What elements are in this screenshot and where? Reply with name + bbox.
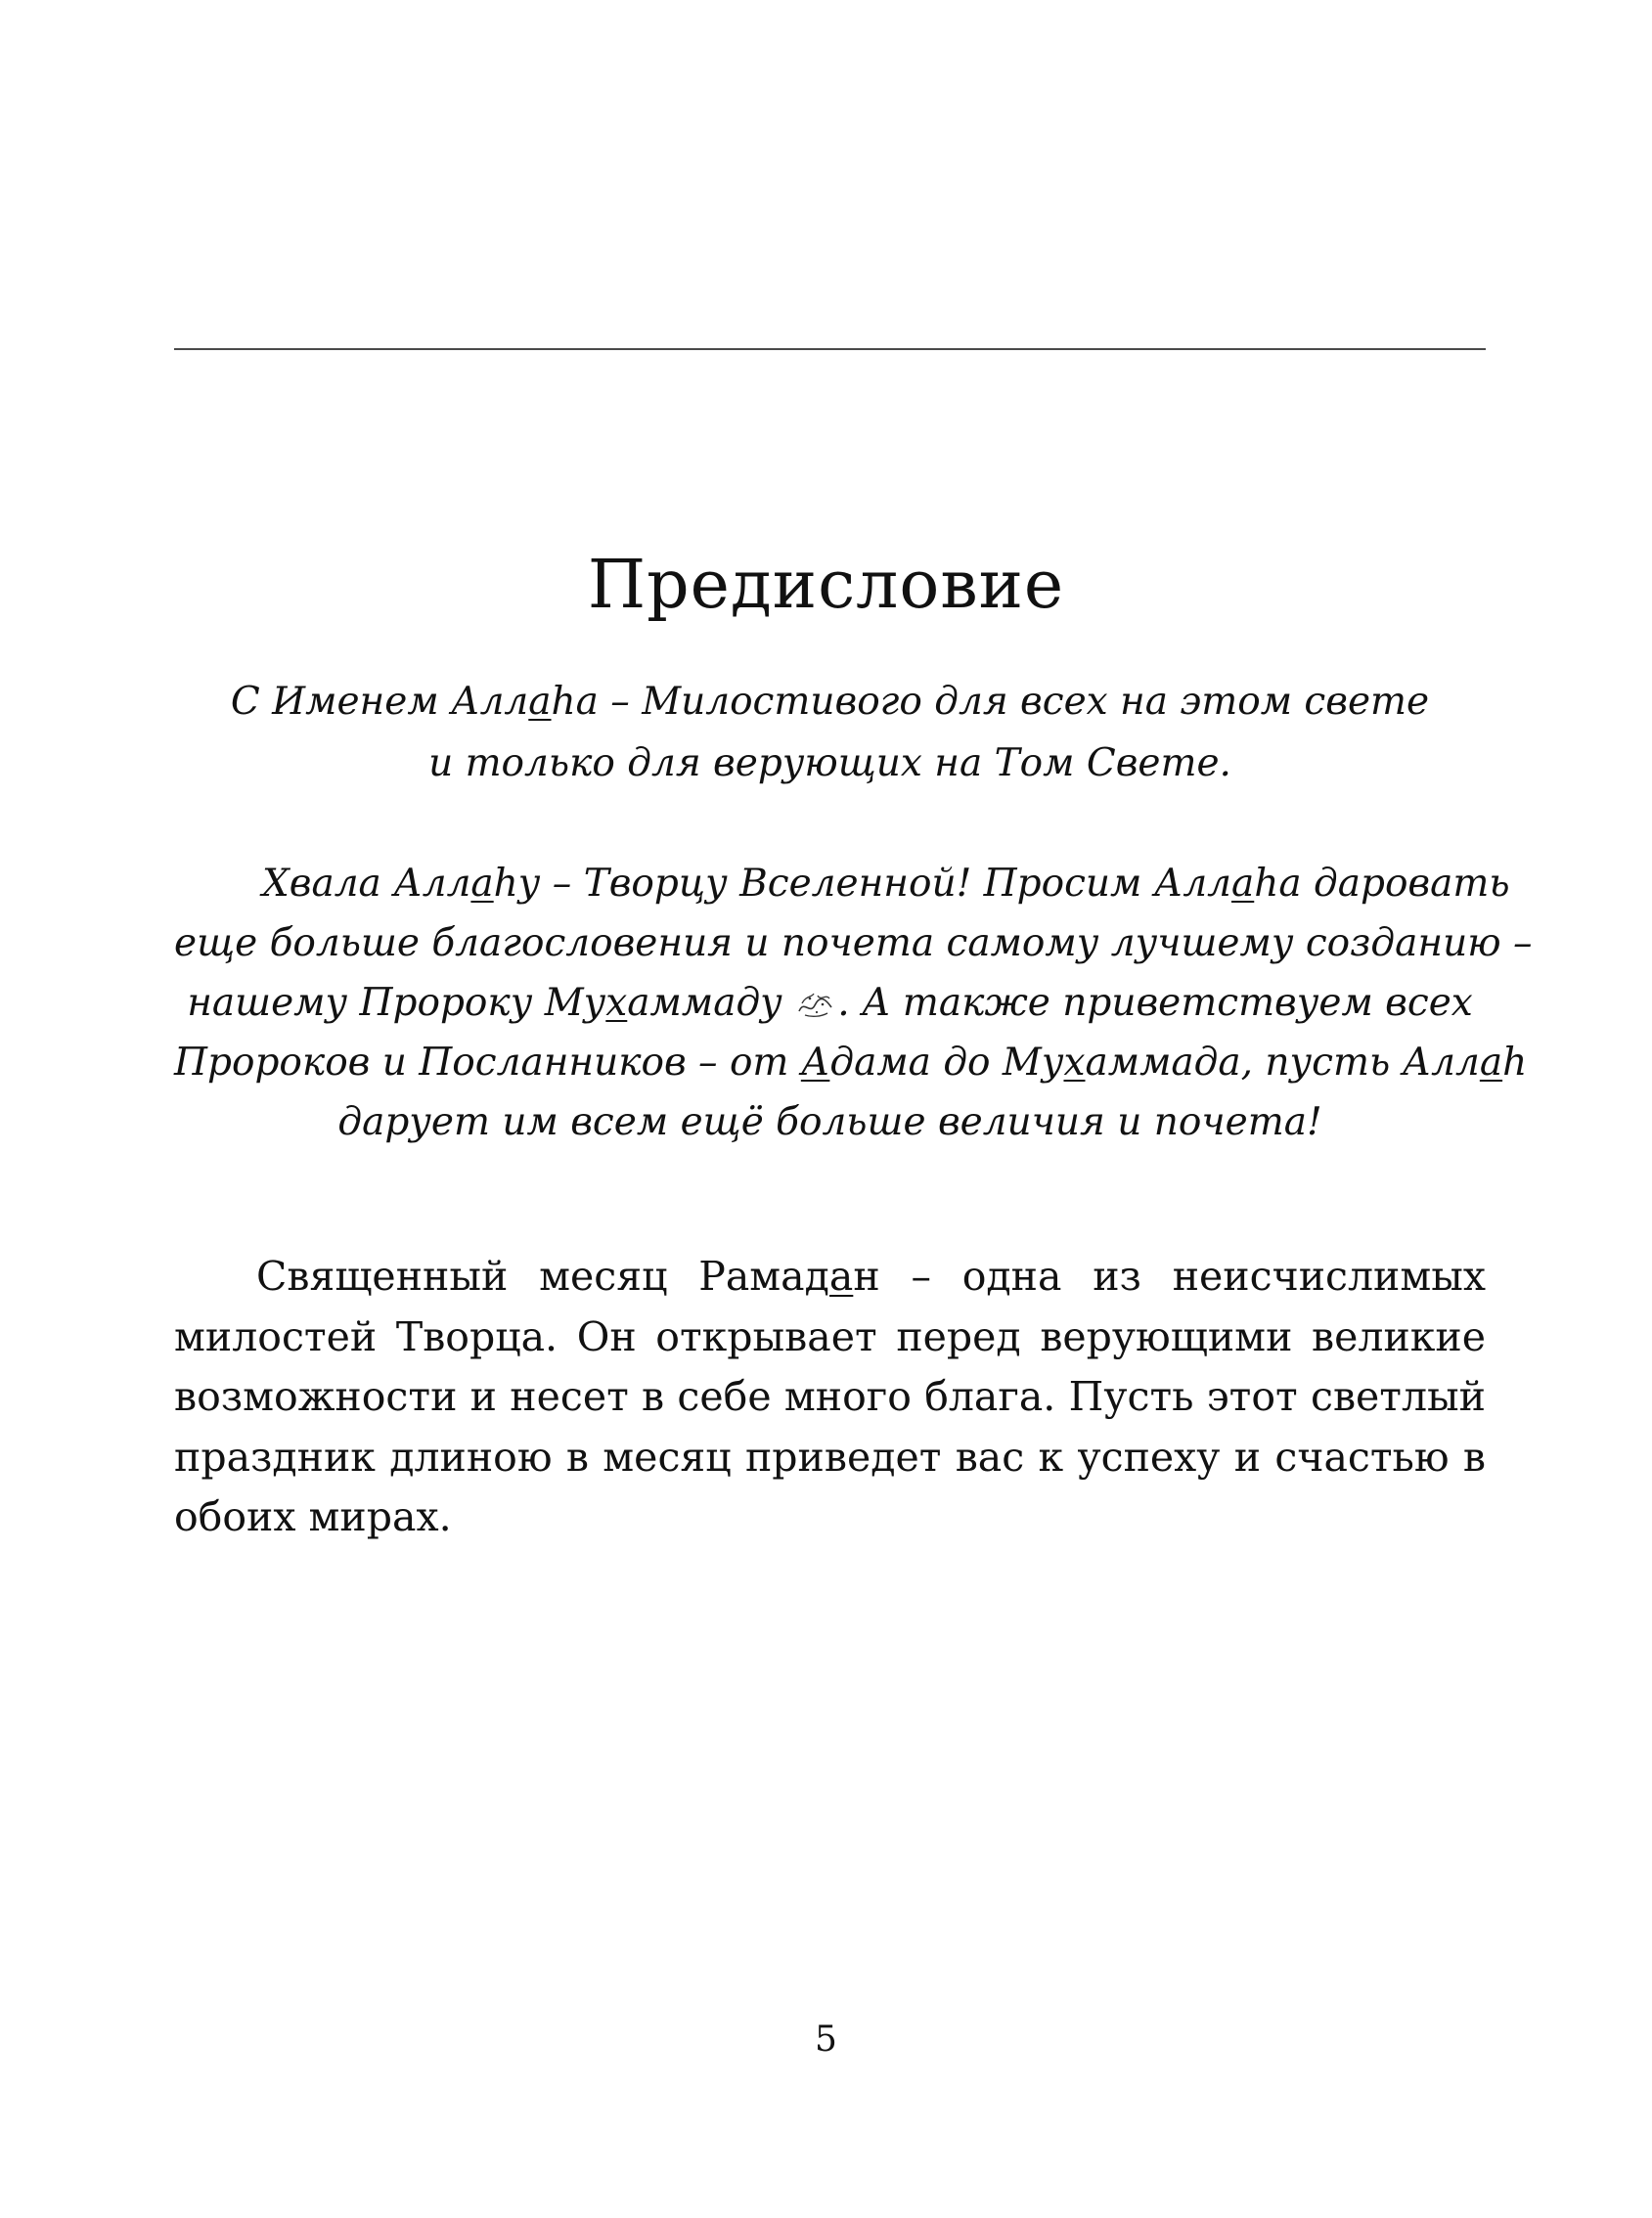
body-line-4: праздник длиною в месяц приведет вас к успеху и счастью в: [174, 1433, 1486, 1481]
basmala: [174, 671, 1486, 794]
page-title: Предисловие: [587, 546, 1065, 624]
body-line-1: Священный месяц Рамадан – одна из неисчислимых: [256, 1253, 1487, 1300]
praise-line-5: дарует им всем ещё больше величия и почета!: [337, 1100, 1322, 1144]
salawat-calligraphy-icon: [796, 990, 835, 1019]
body-line-3: возможности и несет в себе много блага. Пусть этот светлый: [174, 1373, 1486, 1420]
body-paragraph: [174, 1247, 1486, 1548]
body-line-5: обоих мирах.: [174, 1493, 452, 1540]
praise-line-2: еще больше благословения и почета самому лучшему созданию –: [174, 921, 1533, 965]
page-number: 5: [815, 2019, 837, 2060]
header-rule: [174, 348, 1486, 350]
praise-line-3: нашему Пророку Мухаммаду . А также приветствуем всех: [187, 981, 1473, 1025]
basmala-line-1: С Именем Аллаhа – Милостивого для всех на этом свете: [230, 680, 1430, 724]
body-line-2: милостей Творца. Он открывает перед верующими великие: [174, 1312, 1486, 1360]
praise-paragraph: [174, 854, 1533, 1152]
basmala-line-2: и только для верующих на Том Свете.: [428, 741, 1231, 785]
praise-line-1: Хвала Аллаhу – Творцу Вселенной! Просим Аллаhа даровать: [262, 862, 1510, 906]
praise-line-4: Пророков и Посланников – от Адама до Мухаммада, пусть Аллаh: [174, 1041, 1528, 1085]
